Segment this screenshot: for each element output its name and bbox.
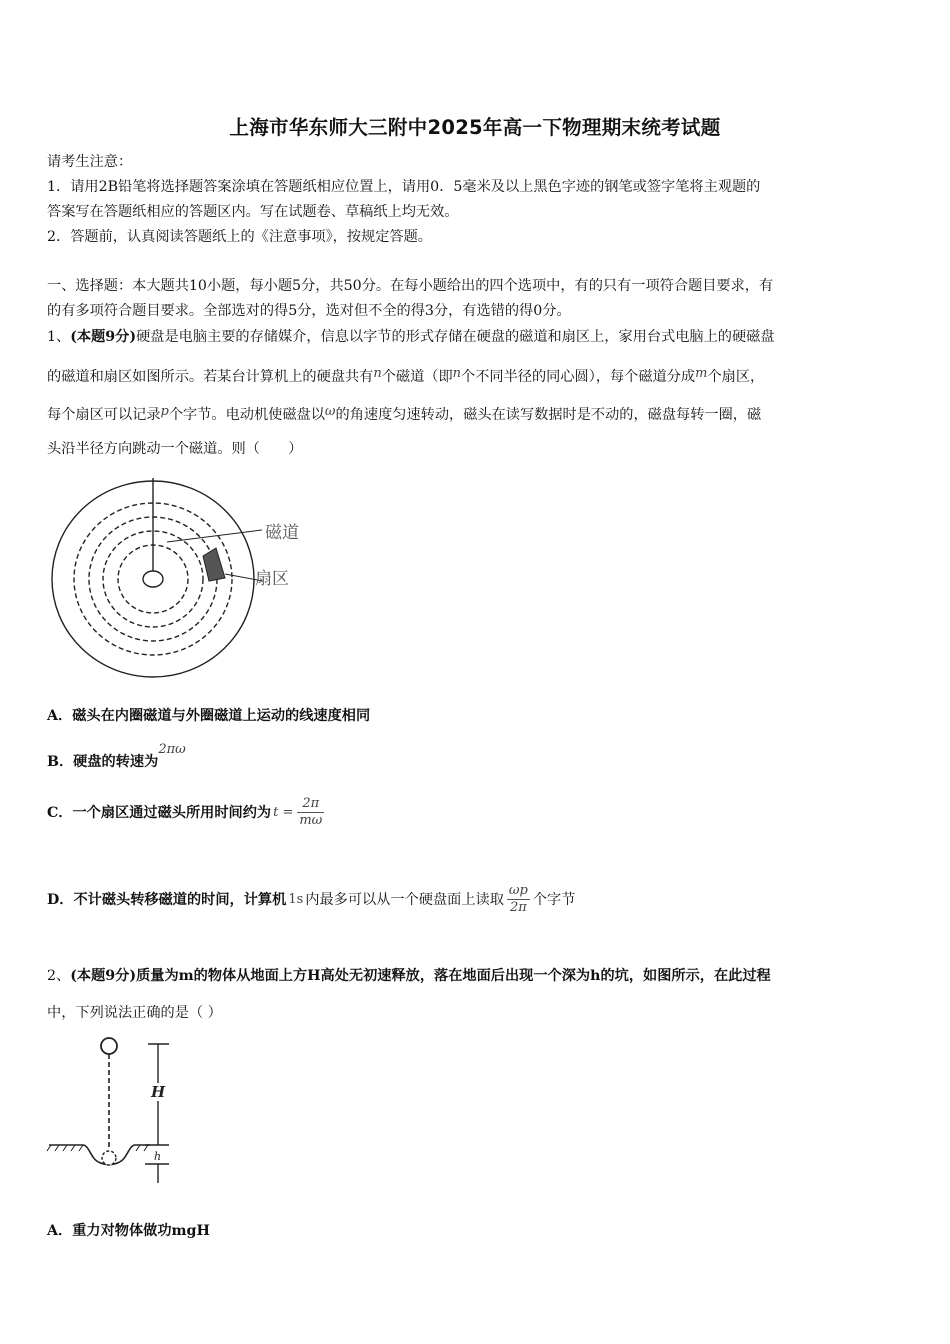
option-b-formula: 2πω — [158, 742, 186, 757]
section-heading-line-1: 一、选择题：本大题共10小题，每小题5分，共50分。在每小题给出的四个选项中，有的只有一项符合题目要求，有 — [47, 278, 774, 294]
notice-heading: 请考生注意： — [47, 154, 133, 170]
sector-label: 扇区 — [255, 569, 289, 589]
pit-diagram — [45, 1033, 190, 1188]
var-n: n — [373, 366, 382, 381]
q1-option-c[interactable]: C．一个扇区通过磁头所用时间约为 t = $\frac{2\pi}{m\omega}$ — [47, 796, 323, 828]
spindle-hole — [143, 571, 163, 587]
h-label: h — [154, 1150, 162, 1163]
q2-option-a[interactable]: A．重力对物体做功mgH — [47, 1223, 210, 1239]
q1-score: (本题9分) — [70, 329, 137, 345]
disk-diagram — [45, 475, 315, 685]
ball-top — [101, 1038, 117, 1054]
sector-patch — [203, 548, 225, 581]
var-p: p — [160, 404, 169, 419]
H-label: H — [151, 1083, 166, 1101]
track-label: 磁道 — [265, 523, 299, 543]
q1-number: 1、 — [47, 329, 71, 345]
q1-line-4: 头沿半径方向跳动一个磁道。则（ ） — [47, 441, 303, 457]
option-d-fraction: $\frac{\omega p}{2\pi}$ — [508, 883, 528, 915]
q1-line-3: 每个扇区可以记录p个字节。电动机使磁盘以ω的角速度匀速转动，磁头在读写数据时是不动的，磁盘每转一圈，磁 — [47, 404, 762, 423]
q1-text-1: 硬盘是电脑主要的存储媒介，信息以字节的形式存储在硬盘的磁道和扇区上，家用台式电脑上的硬磁盘 — [136, 329, 775, 345]
var-omega: ω — [324, 404, 336, 419]
q1-line-2: 的磁道和扇区如图所示。若某台计算机上的硬盘共有n个磁道（即n个不同半径的同心圆），每个磁道分成m个扇区， — [47, 366, 765, 385]
section-heading-line-2: 的有多项符合题目要求。全部选对的得5分，选对但不全的得3分，有选错的得0分。 — [47, 303, 571, 319]
q1-option-a[interactable]: A．磁头在内圈磁道与外圈磁道上运动的线速度相同 — [47, 708, 371, 724]
ground-with-pit — [49, 1145, 150, 1165]
ball-in-pit — [102, 1151, 116, 1165]
q2-line-1: 2、(本题9分)质量为m的物体从地面上方H高处无初速释放，落在地面后出现一个深为h的坑，如图所示，在此过程 — [47, 968, 771, 984]
q2-line-2: 中，下列说法正确的是（ ） — [47, 1005, 222, 1021]
q1-option-d[interactable]: D．不计磁头转移磁道的时间，计算机 1s 内最多可以从一个硬盘面上读取 $\frac{\omega p}{2\pi}$ 个字节 — [47, 883, 576, 915]
page-title: 上海市华东师大三附中2025年高一下物理期末统考试题 — [229, 116, 721, 139]
option-c-fraction: $\frac{2\pi}{m\omega}$ — [299, 796, 323, 828]
notice-line-1a: 1．请用2B铅笔将选择题答案涂填在答题纸相应位置上，请用0．5毫米及以上黑色字迹的钢笔或签字笔将主观题的 — [47, 179, 761, 195]
q2-number: 2、 — [47, 968, 71, 984]
q1-option-b[interactable]: B．硬盘的转速为2πω — [47, 742, 186, 770]
var-m: m — [695, 366, 708, 381]
notice-line-2: 2．答题前，认真阅读答题纸上的《注意事项》，按规定答题。 — [47, 229, 432, 245]
q1-line-1 — [47, 327, 775, 347]
var-n-2: n — [452, 366, 462, 381]
notice-line-1b: 答案写在答题纸相应的答题区内。写在试题卷、草稿纸上均无效。 — [47, 204, 459, 220]
